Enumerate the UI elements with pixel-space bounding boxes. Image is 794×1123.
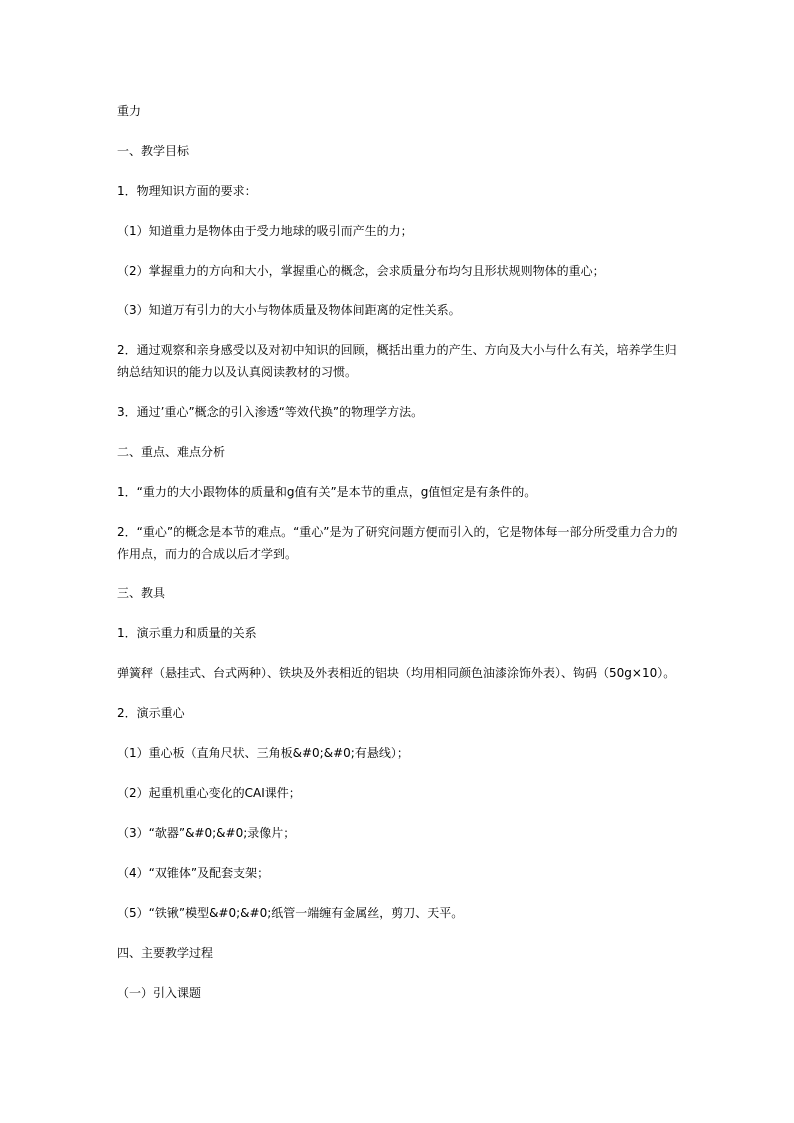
paragraph: （2）起重机重心变化的CAI课件； xyxy=(117,786,301,800)
section-heading-key-points: 二、重点、难点分析 xyxy=(117,445,226,459)
document-title: 重力 xyxy=(117,104,142,118)
section-heading-objectives: 一、教学目标 xyxy=(117,144,190,158)
paragraph: 1．“重力的大小跟物体的质量和g值有关”是本节的重点，g值恒定是有条件的。 xyxy=(117,485,537,499)
paragraph: 2．“重心”的概念是本节的难点。“重心”是为了研究问题方便而引入的，它是物体每一部分所受重力合力的作用点，而力的合成以后才学到。 xyxy=(117,525,678,561)
paragraph: （1）重心板（直角尺状、三角板&#0;&#0;有悬线）； xyxy=(117,746,409,760)
paragraph: 3．通过’重心”概念的引入渗透“等效代换”的物理学方法。 xyxy=(117,405,424,419)
paragraph: （1）知道重力是物体由于受力地球的吸引而产生的力； xyxy=(117,224,413,238)
section-heading-equipment: 三、教具 xyxy=(117,586,166,600)
paragraph: 弹簧秤（悬挂式、台式两种）、铁块及外表相近的铝块（均用相同颜色油漆涂饰外表）、钩码（50g×10）。 xyxy=(117,666,676,680)
paragraph: （2）掌握重力的方向和大小，掌握重心的概念，会求质量分布均匀且形状规则物体的重心； xyxy=(117,264,605,278)
paragraph: 2．演示重心 xyxy=(117,706,185,720)
paragraph: 1．演示重力和质量的关系 xyxy=(117,626,257,640)
paragraph: （4）“双锥体”及配套支架； xyxy=(117,866,270,880)
paragraph: （5）“铁锹”模型&#0;&#0;纸管一端缠有金属丝，剪刀、天平。 xyxy=(117,906,464,920)
section-heading-process: 四、主要教学过程 xyxy=(117,946,214,960)
paragraph: （3）知道万有引力的大小与物体质量及物体间距离的定性关系。 xyxy=(117,303,461,317)
paragraph: （3）“欹器”&#0;&#0;录像片； xyxy=(117,826,296,840)
paragraph: 2．通过观察和亲身感受以及对初中知识的回顾，概括出重力的产生、方向及大小与什么有关，培养学生归纳总结知识的能力以及认真阅读教材的习惯。 xyxy=(117,343,677,379)
paragraph: 1．物理知识方面的要求： xyxy=(117,184,257,198)
subsection-heading: （一）引入课题 xyxy=(117,986,202,1000)
